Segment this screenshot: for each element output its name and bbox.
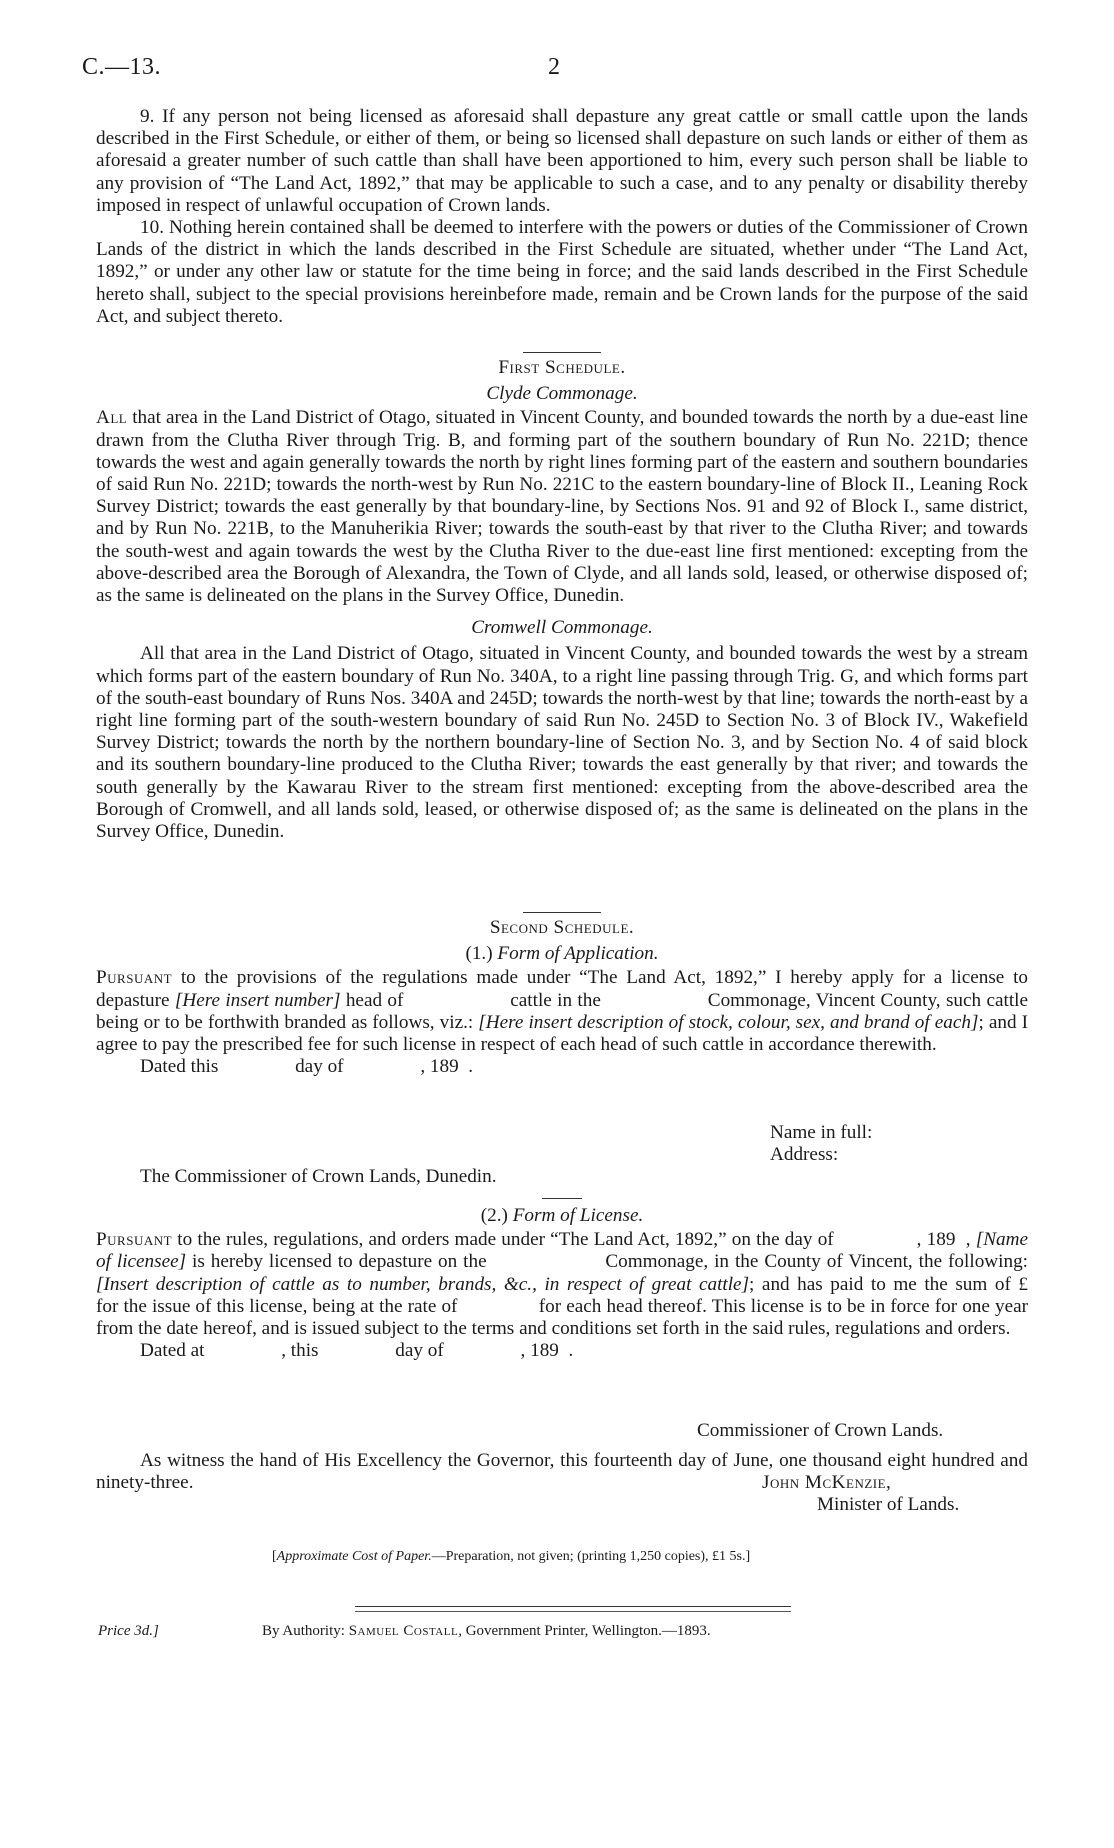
footer-rule: [355, 1611, 791, 1612]
license-part-1: to the rules, regulations, and orders made under “The Land Act, 1892,” on the day of , 189 ,: [172, 1229, 976, 1251]
printer-imprint: [262, 1620, 711, 1642]
commissioner-signature: Commissioner of Crown Lands.: [697, 1420, 944, 1441]
second-schedule: [96, 912, 1033, 1078]
printer-rest: , Government Printer, Wellington.—1893.: [458, 1623, 711, 1639]
page-number: 2: [548, 54, 560, 80]
license-text: [96, 1229, 1105, 1340]
application-insert-description: [Here insert description of stock, colour, sex, and brand of each]: [478, 1011, 979, 1033]
name-in-full-label: Name in full:: [770, 1122, 873, 1143]
clyde-body: that area in the Land District of Otago, situated in Vincent County, and bounded towards the north by a due-east line drawn from the Clutha River through Trig. B, and forming part of the southern boundary of Run No. 221D; thence towards the west and again generally towards the north by right lines forming part of the eastern and southern boundaries of said Run No. 221D; towards the north-west by Run No. 221C to the eastern boundary-line of Block II., Leaning Rock Survey District; towards the east generally by that boundary-line, by Sections Nos. 91 and 92 of Block I., same district, and by Run No. 221B, to the Manuherikia River; towards the south-east by that river to the Clutha River; and towards the south-west and again towards the west by the Clutha River to the due-east line first mentioned: excepting from the above-described area the Borough of Alexandra, the Town of Clyde, and all lands sold, leased, or otherwise disposed of; as the same is delineated on the plans in the Survey Office, Dunedin.: [96, 407, 1028, 607]
clause-10: 10. Nothing herein contained shall be deemed to interfere with the powers or duties of the Commissioner of Crown Lands of the district in which the lands described in the First Schedule are situated, whether under “The Land Act, 1892,” or under any other law or statute for the time being in force; and the said lands described in the First Schedule hereto shall, subject to the special provisions hereinbefore made, remain and be Crown lands for the purpose of the said Act, and subject thereto.: [96, 217, 1028, 327]
divider: [542, 1198, 582, 1199]
license-title-text: Form of License.: [512, 1205, 644, 1226]
printer-name: Samuel Costall: [348, 1623, 459, 1639]
address-label: Address:: [770, 1144, 839, 1166]
first-schedule: [96, 352, 1028, 843]
cost-note: [Approximate Cost of Paper.—Preparation, not given; (printing 1,250 copies), £1 5s.]: [272, 1549, 751, 1564]
license-dated: Dated at , this day of , 189 .: [140, 1340, 574, 1362]
license-insert-name: [Name of licensee]: [96, 1229, 1028, 1273]
witness-text: As witness the hand of His Excellency the Governor, this fourteenth day of June, one thousand eight hundred and ninety-three.: [96, 1450, 1028, 1494]
application-part-1: to the provisions of the regulations made under “The Land Act, 1892,” I hereby apply for a license to depasture: [96, 967, 1028, 1011]
license-title-num: (2.): [480, 1205, 508, 1226]
cromwell-commonage-title: Cromwell Commonage.: [471, 617, 653, 639]
cromwell-commonage-text: All that area in the Land District of Otago, situated in Vincent County, and bounded towards the west by a stream which forms part of the eastern boundary of Run No. 340A, to a right line passing through Trig. G, and which forms part of the south-east boundary of Runs Nos. 340A and 245D; towards the north-west by that line; towards the north-east by a right line forming part of the south-western boundary of said Run No. 245D to Section No. 3 of Block IV., Wakefield Survey District; towards the north by the northern boundary-line of Section No. 3, and by Section No. 4 of said block and its southern boundary-line produced to the Clutha River; towards the east generally by that river; and towards the south generally by the Kawarau River to the stream first mentioned: excepting from the above-described area the Borough of Cromwell, and all lands sold, leased, or otherwise disposed of; as the same is delineated on the plans in the Survey Office, Dunedin.: [96, 643, 1028, 843]
clause-9: 9. If any person not being licensed as aforesaid shall depasture any great cattle or small cattle upon the lands described in the First Schedule, or either of them, or being so licensed shall depasture on such lands or either of them as aforesaid a greater number of such cattle than shall have been apportioned to him, every such person shall be liable to any provision of “The Land Act, 1892,” that may be applicable to such a case, and to any penalty or disability thereby imposed in respect of unlawful occupation of Crown lands.: [96, 106, 1028, 216]
divider: [523, 352, 601, 353]
cost-text: —Preparation, not given; (printing 1,250 copies), £1 5s.: [431, 1549, 746, 1564]
clyde-commonage-title: Clyde Commonage.: [486, 383, 638, 405]
price: Price 3d.]: [98, 1623, 159, 1639]
application-part-3: ; and I agree to pay the prescribed fee for such license in respect of each head of such cattle in accordance therewith.: [96, 1011, 1028, 1056]
second-schedule-heading: Second Schedule.: [489, 917, 635, 938]
divider: [523, 912, 601, 913]
minister-name: John McKenzie,: [762, 1472, 892, 1493]
application-insert-number: [Here insert number]: [174, 989, 341, 1011]
application-title: [96, 943, 1028, 965]
document-code: C.—13.: [82, 54, 162, 80]
clauses-block: [96, 106, 1028, 328]
license-part-2: is hereby licensed to depasture on the Commonage, in the County of Vincent, the following:: [186, 1251, 1033, 1273]
application-signature-block: [770, 1122, 872, 1166]
clyde-lead: All: [96, 407, 128, 429]
application-title-num: (1.): [465, 943, 493, 965]
license-lead: Pursuant: [96, 1229, 173, 1251]
license-title: [96, 1205, 1028, 1227]
footer-rule: [355, 1606, 791, 1607]
license-insert-description: [Insert description of cattle as to number, brands, &c., in respect of great cattle]: [96, 1273, 750, 1295]
authority-label: By Authority:: [262, 1623, 349, 1639]
first-schedule-heading: First Schedule.: [498, 357, 626, 378]
clyde-commonage-text: [96, 407, 1028, 607]
commissioner-address: The Commissioner of Crown Lands, Dunedin.: [140, 1166, 497, 1187]
application-text: [96, 967, 1033, 1056]
license-part-3: ; and has paid to me the sum of £ for the issue of this license, being at the rate of for each head thereof. This license is to be in force for one year from the date hereof, and is issued subject to the terms and conditions set forth in the said rules, regulations and orders.: [96, 1273, 1105, 1340]
application-part-2: head of cattle in the Commonage, Vincent County, such cattle being or to be forthwith branded as follows, viz.:: [96, 989, 1033, 1033]
cost-label: Approximate Cost of Paper.: [276, 1549, 432, 1564]
license-form: [96, 1198, 1105, 1362]
minister-title: Minister of Lands.: [817, 1494, 960, 1515]
application-title-text: Form of Application.: [497, 943, 659, 965]
application-dated: Dated this day of , 189 .: [140, 1056, 474, 1078]
application-lead: Pursuant: [96, 967, 173, 989]
